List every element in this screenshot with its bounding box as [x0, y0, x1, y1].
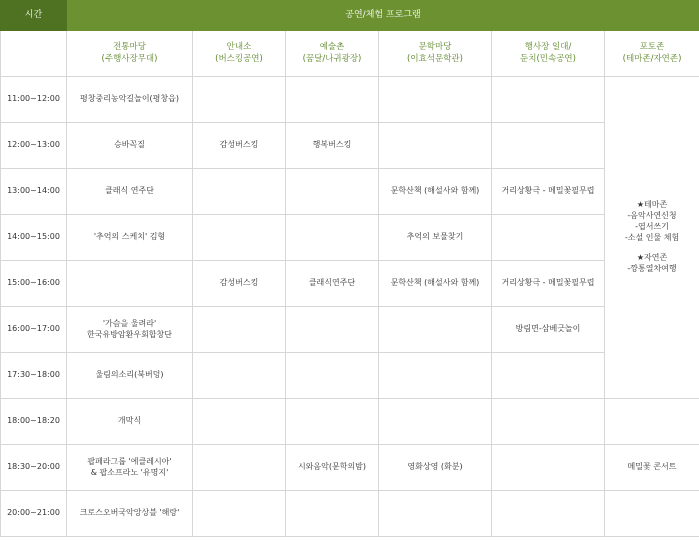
venue-header-literature: 문학마당 (이효석문학관) — [379, 31, 492, 77]
program-cell: 거리상황극 - 메밀꽃필무렵 — [492, 261, 605, 307]
program-cell: '가슴을 울려라' 한국유방암환우회합창단 — [67, 307, 193, 353]
program-cell: 평창중리농악길놀이(평창읍) — [67, 77, 193, 123]
time-cell: 12:00~13:00 — [1, 123, 67, 169]
table-row — [1, 123, 699, 169]
program-cell: 클래식 연주단 — [67, 169, 193, 215]
program-cell — [492, 123, 605, 169]
theme-zone-item: -엽서쓰기 — [635, 221, 669, 231]
table-row — [1, 307, 699, 353]
program-cell — [286, 77, 379, 123]
time-cell: 18:30~20:00 — [1, 445, 67, 491]
program-cell: 시와음악(문학의밤) — [286, 445, 379, 491]
program-cell: 개막식 — [67, 399, 193, 445]
program-cell: '추억의 스케치' 김형 — [67, 215, 193, 261]
table-row — [1, 491, 699, 537]
program-cell — [193, 169, 286, 215]
theme-zone-title: ★테마존 — [636, 200, 668, 210]
table-row — [1, 353, 699, 399]
program-cell: 문학산책 (해설사와 함께) — [379, 261, 492, 307]
time-cell: 11:00~12:00 — [1, 77, 67, 123]
program-cell — [286, 169, 379, 215]
time-cell: 15:00~16:00 — [1, 261, 67, 307]
program-cell: 영화상영 (화분) — [379, 445, 492, 491]
program-cell — [193, 77, 286, 123]
venue-header-info-center: 안내소 (버스킹공연) — [193, 31, 286, 77]
program-header: 공연/체험 프로그램 — [67, 1, 699, 31]
time-cell: 16:00~17:00 — [1, 307, 67, 353]
nature-zone-title: ★자연존 — [636, 253, 668, 263]
program-cell — [193, 491, 286, 537]
theme-zone-item: -소설 인물 체험 — [624, 232, 680, 242]
program-cell: 팝페라그룹 '에클레시아' & 팝소프라노 '유명지' — [67, 445, 193, 491]
program-cell — [193, 353, 286, 399]
program-cell — [193, 307, 286, 353]
program-cell — [605, 399, 699, 445]
table-row — [1, 445, 699, 491]
table-row — [1, 215, 699, 261]
program-cell — [492, 445, 605, 491]
program-cell: 메밀꽃 콘서트 — [605, 445, 699, 491]
program-cell — [379, 353, 492, 399]
venue-header-photozone: 포토존 (테마존/자연존) — [605, 31, 699, 77]
table-row — [1, 399, 699, 445]
time-cell: 20:00~21:00 — [1, 491, 67, 537]
program-cell: 거리상황극 - 메밀꽃필무렵 — [492, 169, 605, 215]
program-cell — [193, 215, 286, 261]
program-cell — [492, 77, 605, 123]
program-cell: 문학산책 (해설사와 함께) — [379, 169, 492, 215]
table-row — [1, 261, 699, 307]
program-cell — [193, 445, 286, 491]
venue-header-event-area: 행사장 일대/ 둔치(민속공연) — [492, 31, 605, 77]
program-cell: 행복버스킹 — [286, 123, 379, 169]
program-cell: 방림면-삼베긋놀이 — [492, 307, 605, 353]
table-row — [1, 169, 699, 215]
program-cell — [492, 353, 605, 399]
table-row — [1, 77, 699, 123]
venue-header-row — [1, 31, 699, 77]
program-cell: 감성버스킹 — [193, 123, 286, 169]
program-cell — [379, 307, 492, 353]
program-cell — [605, 491, 699, 537]
theme-zone-item: -음악사연신청 — [627, 210, 677, 220]
program-cell — [286, 399, 379, 445]
program-cell — [379, 491, 492, 537]
program-cell — [286, 353, 379, 399]
program-cell — [286, 307, 379, 353]
venue-header-traditional: 전통마당 (주행사장무대) — [67, 31, 193, 77]
program-cell — [193, 399, 286, 445]
program-cell: 울림의소리(북버덩) — [67, 353, 193, 399]
program-cell: 클래식연주단 — [286, 261, 379, 307]
program-cell — [286, 215, 379, 261]
program-cell: 추억의 보물찾기 — [379, 215, 492, 261]
program-cell: 승바꼭질 — [67, 123, 193, 169]
program-cell — [492, 215, 605, 261]
program-cell — [379, 123, 492, 169]
time-cell: 17:30~18:00 — [1, 353, 67, 399]
photozone-cell — [605, 77, 699, 399]
program-cell — [379, 77, 492, 123]
time-header: 시간 — [1, 1, 67, 31]
program-cell — [379, 399, 492, 445]
program-cell — [286, 491, 379, 537]
venue-header-blank — [1, 31, 67, 77]
nature-zone-item: -깡통열차여행 — [627, 264, 677, 274]
time-cell: 18:00~18:20 — [1, 399, 67, 445]
program-cell — [67, 261, 193, 307]
program-cell: 감성버스킹 — [193, 261, 286, 307]
program-cell: 크로스오버국악앙상블 '해랑' — [67, 491, 193, 537]
time-cell: 14:00~15:00 — [1, 215, 67, 261]
time-cell: 13:00~14:00 — [1, 169, 67, 215]
program-cell — [492, 491, 605, 537]
venue-header-art-village: 예술촌 (꿈달/나귀광장) — [286, 31, 379, 77]
top-header-row — [1, 1, 699, 31]
program-cell — [492, 399, 605, 445]
